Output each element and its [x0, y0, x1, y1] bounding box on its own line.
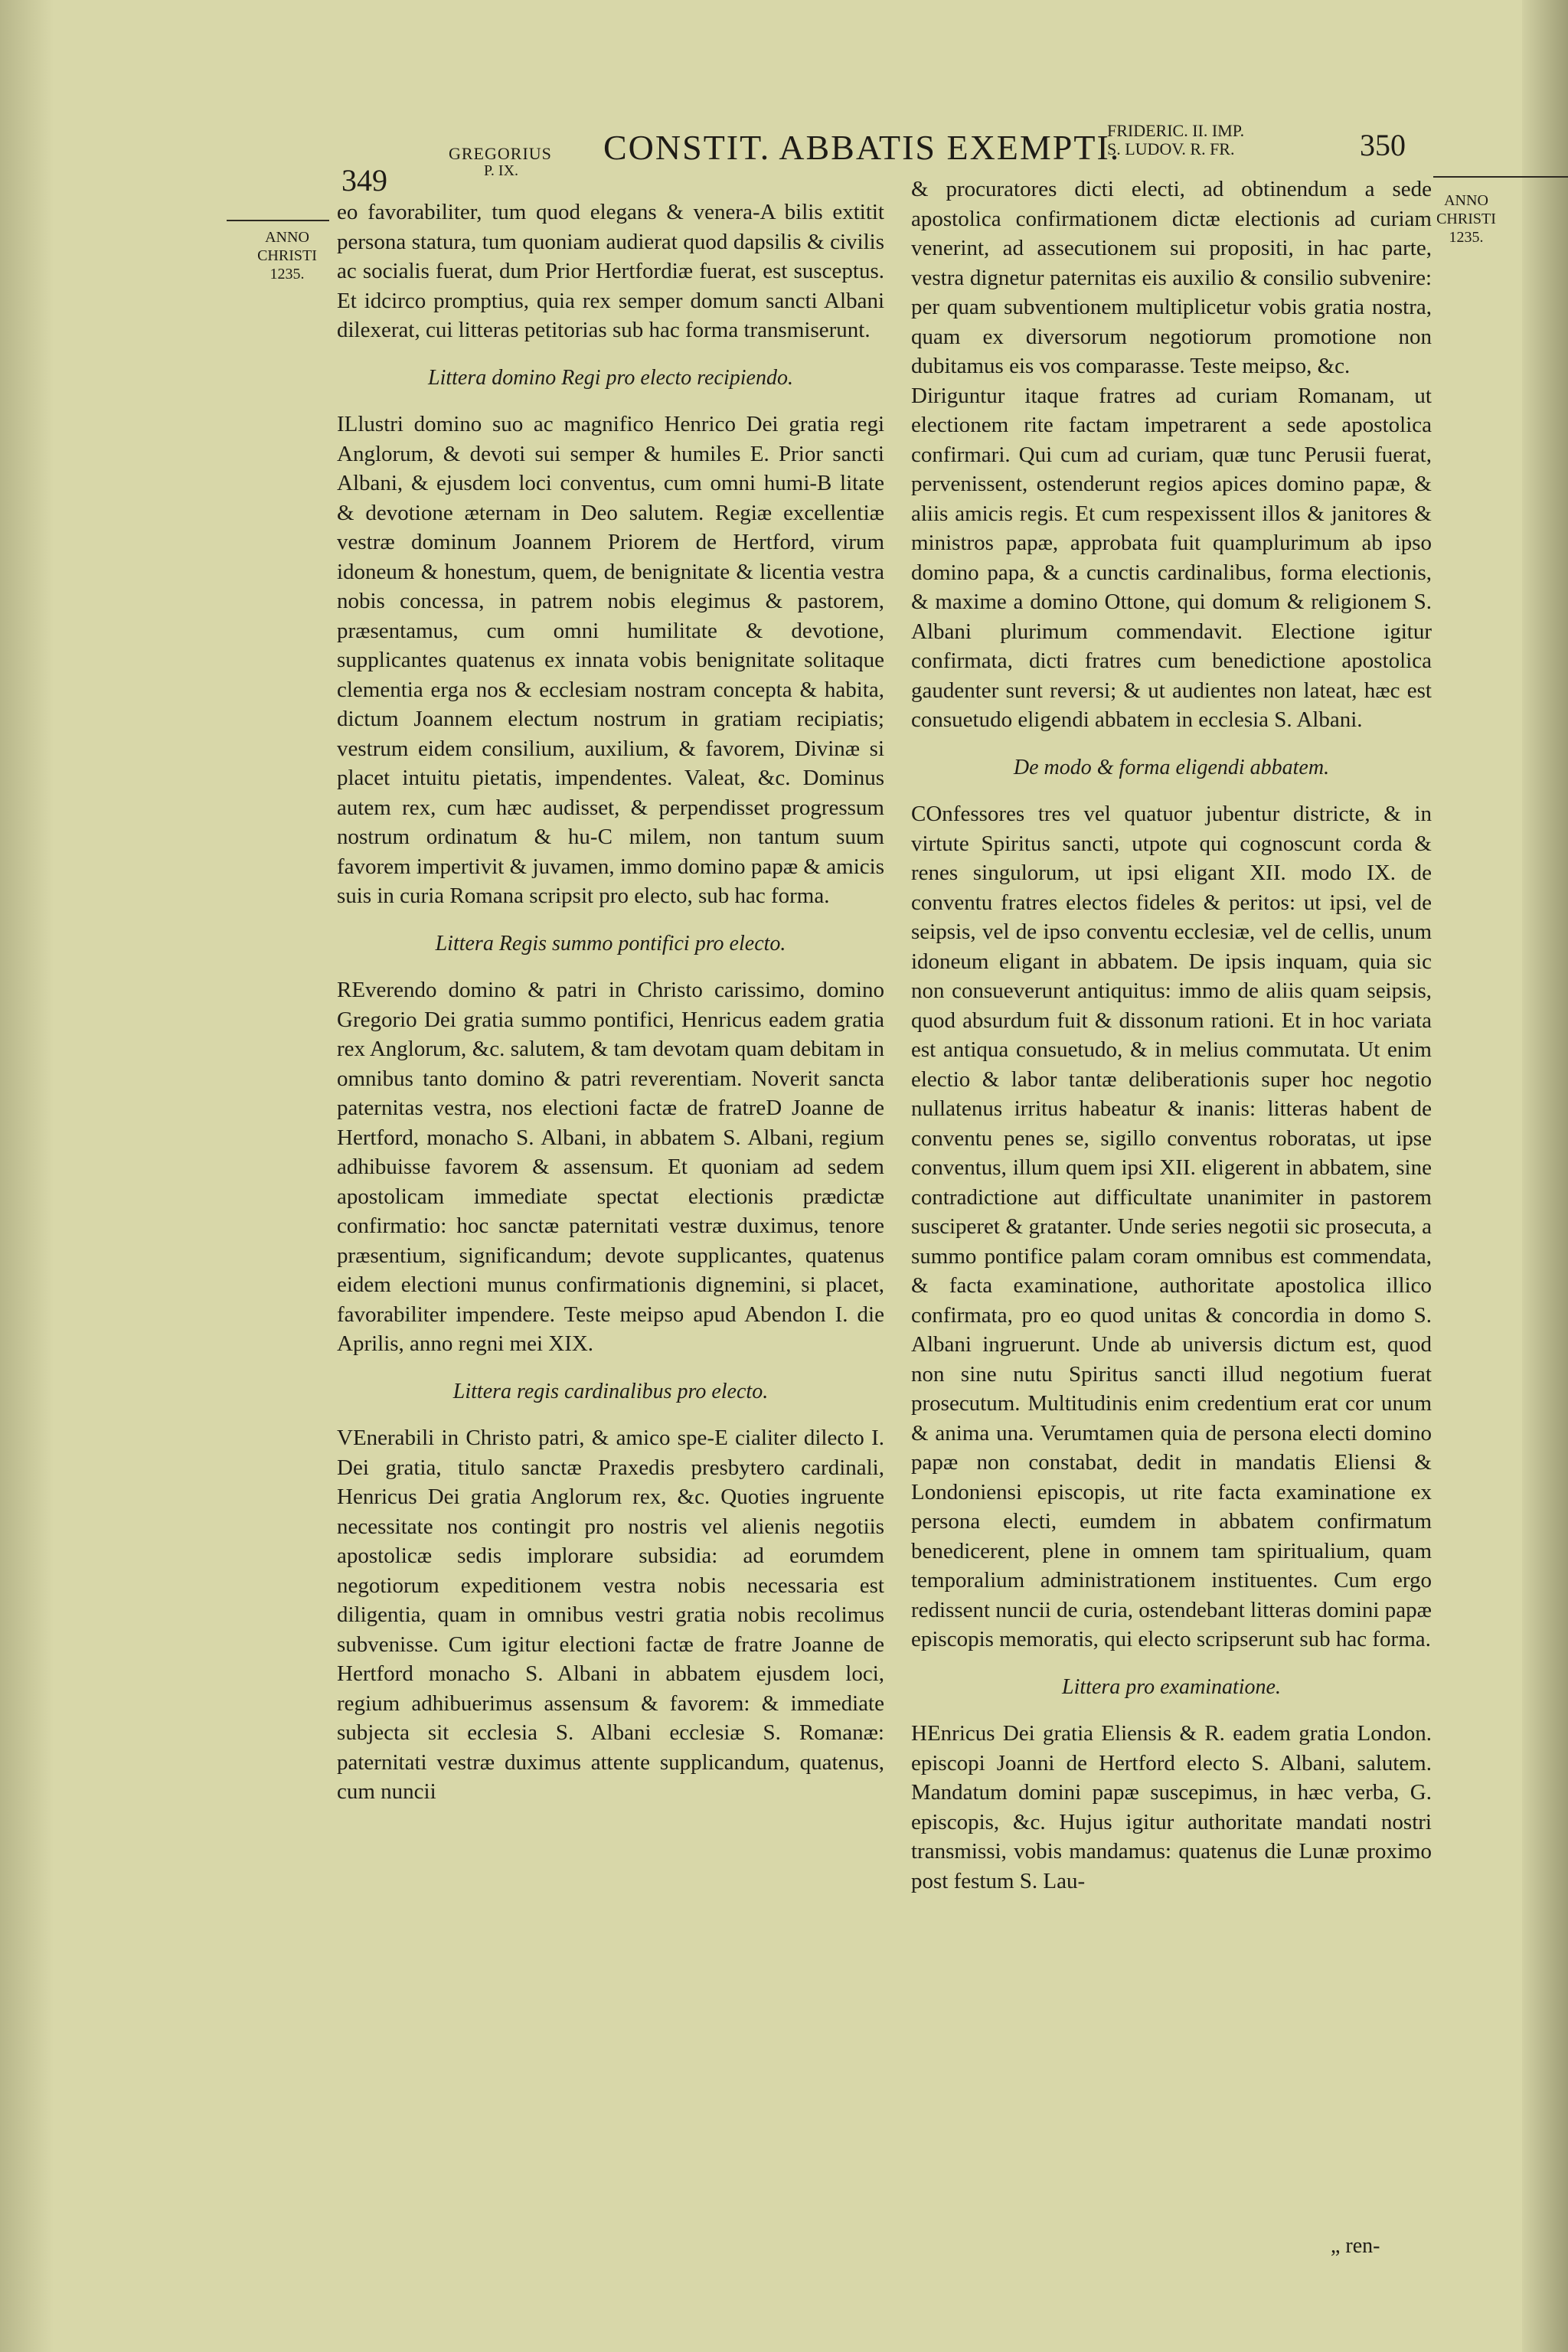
margin-note-left: ANNO CHRISTI 1235. — [257, 229, 317, 283]
section-heading: Littera Regis summo pontifici pro electo. — [435, 931, 786, 956]
page-number-right: 350 — [1360, 128, 1406, 162]
margin-rule-left — [227, 220, 329, 221]
paragraph: VEnerabili in Christo patri, & amico spe-E cialiter dilecto I. Dei gratia, titulo sanctæ Praxedis presbytero cardinali, Henricus Dei gratia Anglorum rex, &c. Quoties ingruente necessitate nos contingit pro nostris vel alienis negotiis apostolicæ sedis implorare subsidia: ad eorumdem negotiorum expeditionem vestra nobis necessaria est diligentia, quam in omnibus vestri gratia nobis recolimus subvenisse. Cum igitur electioni factæ de fratre Joanne de Hertford monacho S. Albani in abbatem ejusdem loci, regium adhibuerimus assensum & favorem: & immediate subjecta sit ecclesia S. Albani ecclesiæ S. Romanæ: paternitati vestræ duximus attente supplicandum, quatenus, cum nuncii — [337, 1426, 884, 1804]
header-author-sub: P. IX. — [484, 162, 519, 179]
header-author: GREGORIUS — [449, 144, 552, 163]
paragraph: Diriguntur itaque fratres ad curiam Romanam, ut electionem rite factam impetrarent a sede apostolica confirmari. Qui cum ad curiam, quæ tunc Perusii fuerat, pervenissent, ostenderunt regios apices domino papæ, & aliis amicis regis. Et cum respexissent illos & janitores & ministros papæ, approbata fuit quamplurimum ab ipso domino papa, & a cunctis cardinalibus, forma electionis, & maxime a domino Ottone, qui domum & religionem S. Albani plurimum commendavit. Electione igitur confirmata, dicti fratres cum benedictione apostolica gaudenter sunt reversi; & ut audientes non lateat, hæc est consuetudo eligendi abbatem in ecclesia S. Albani. — [911, 383, 1432, 732]
page-gutter-shadow — [0, 0, 54, 2352]
header-title: CONSTIT. ABBATIS EXEMPTI. — [603, 128, 1121, 167]
header-emperor: FRIDERIC. II. IMP. — [1107, 121, 1245, 140]
section-heading: De modo & forma eligendi abbatem. — [1013, 755, 1330, 779]
right-column — [911, 175, 1432, 1896]
section-heading: Littera pro examinatione. — [1062, 1674, 1281, 1699]
paragraph: HEnricus Dei gratia Eliensis & R. eadem gratia London. episcopi Joanni de Hertford electo S. Albani, salutem. Mandatum domini papæ suscepimus, in hæc verba, G. episcopis, &c. Hujus igitur authoritate mandati nostri transmissi, vobis mandamus: quatenus die Lunæ proximo post festum S. Lau- — [911, 1721, 1432, 1893]
header-king: S. LUDOV. R. FR. — [1107, 139, 1235, 158]
paragraph: eo favorabiliter, tum quod elegans & venera-A bilis extitit persona statura, tum quoniam audierat quod dapsilis & civilis ac socialis fuerat, dum Prior Hertfordiæ fuerat, est susceptus. Et idcirco promptius, quia rex semper domum sancti Albani dilexerat, cui litteras petitorias sub hac forma transmiserunt. — [337, 200, 884, 342]
paragraph: ILlustri domino suo ac magnifico Henrico Dei gratia regi Anglorum, & devoti sui semper & humiles E. Prior sancti Albani, & ejusdem loci conventus, cum omni humi-B litate & devotione æternam in Deo salutem. Regiæ excellentiæ vestræ dominum Joannem Priorem de Hertford, virum idoneum & honestum, quem, de benignitate & licentia vestra nobis concessa, in patrem nobis elegimus & pastorem, præsentamus, cum omni humilitate & devotione, supplicantes quatenus ex innata vobis benignitate solitaque clementia erga nos & ecclesiam nostram concepta & habita, dictum Joannem electum nostrum in gratiam recipiatis; vestrum eidem consilium, auxilium, & favorem, Divinæ si placet intuitu pietatis, impendentes. Valeat, &c. Dominus autem rex, cum hæc audisset, & perpendisset progressum nostrum ordinatum & hu-C milem, non tantum suum favorem impertivit & juvamen, immo domino papæ & amicis suis in curia Romana scripsit pro electo, sub hac forma. — [337, 412, 884, 908]
paragraph: REverendo domino & patri in Christo carissimo, domino Gregorio Dei gratia summo pontifici, Henricus eadem gratia rex Anglorum, &c. salutem, & tam devotam quam debitam in omnibus tanto domino & patri reverentiam. Noverit sancta paternitas vestra, nos electioni factæ de fratreD Joanne de Hertford, monacho S. Albani, in abbatem S. Albani, regium adhibuisse favorem & assensum. Et quoniam ad sedem apostolicam immediate spectat electionis prædictæ confirmatio: hoc sanctæ paternitati vestræ duximus, tenore præsentium, significandum; devote supplicantes, quatenus eidem electioni munus confirmationis dignemini, si placet, favorabiliter impendere. Teste meipso apud Abendon I. die Aprilis, anno regni mei XIX. — [337, 978, 884, 1356]
catchword: „ ren- — [1331, 2234, 1380, 2258]
section-heading: Littera domino Regi pro electo recipiendo. — [428, 365, 793, 390]
next-page-edge — [1522, 0, 1568, 2352]
paragraph: COnfessores tres vel quatuor jubentur districte, & in virtute Spiritus sancti, utpote qui cognoscunt corda & renes singulorum, ut ipsi eligant XII. modo IX. de conventu fratres electos fideles & peritos: ut ipsi, vel de seipsis, vel de ipso conventu ecclesiæ, vel de cellis, unum idoneum eligant in abbatem. De ipsis inquam, quia sic non consueverunt antiquitus: immo de aliis quam seipsis, quod absurdum fuit & dissonum rationi. Et in hoc variata est antiqua consuetudo, & in melius commutata. Ut enim electio & labor tantæ deliberationis super hoc negotio nullatenus irritus habeatur & inanis: litteras habent de conventu penes se, sigillo conventus roboratas, ut ipse conventus, illum quem ipsi XII. eligerent in abbatem, sine contradictione aut difficultate unanimiter in pastorem susciperet & gratanter. Unde series negotii sic prosecuta, a summo pontifice palam coram omnibus est commendata, & facta examinatione, authoritate apostolica illico confirmata, pro eo quod unitas & concordia in domo S. Albani ingruerunt. Unde ab universis dictum est, quod non sine nutu Spiritus sancti illud negotium fuerat prosecutum. Multitudinis enim credentium erat cor unum & anima una. Verumtamen quia de persona electi domino papæ non constabat, dedit in mandatis Eliensi & Londoniensi episcopis, ut rite facta examinatione ex persona electi, eumdem in abbatem confirmatum benedicerent, plene in omnem tam spiritualium, quam temporalium administrationem instituentes. Cum ergo redissent nuncii de curia, ostendebant litteras domini papæ episcopis memoratis, qui electo scripserunt sub hac forma. — [911, 802, 1432, 1651]
page-number-left: 349 — [341, 163, 387, 198]
paragraph: & procuratores dicti electi, ad obtinendum a sede apostolica confirmationem dictæ electionis ad curiam venerint, ad assecutionem sui propositi, in hac parte, vestra dignetur paternitas eis auxilio & consilio subvenire: per quam subventionem multiplicetur vobis gratia nostra, quam ex diversorum negotiorum promotione non dubitamus eis vos comparasse. Teste meipso, &c. — [911, 177, 1432, 378]
margin-rule-right — [1433, 176, 1568, 178]
left-column — [337, 198, 884, 1807]
section-heading: Littera regis cardinalibus pro electo. — [452, 1379, 769, 1403]
margin-note-right: ANNO CHRISTI 1235. — [1436, 192, 1496, 246]
